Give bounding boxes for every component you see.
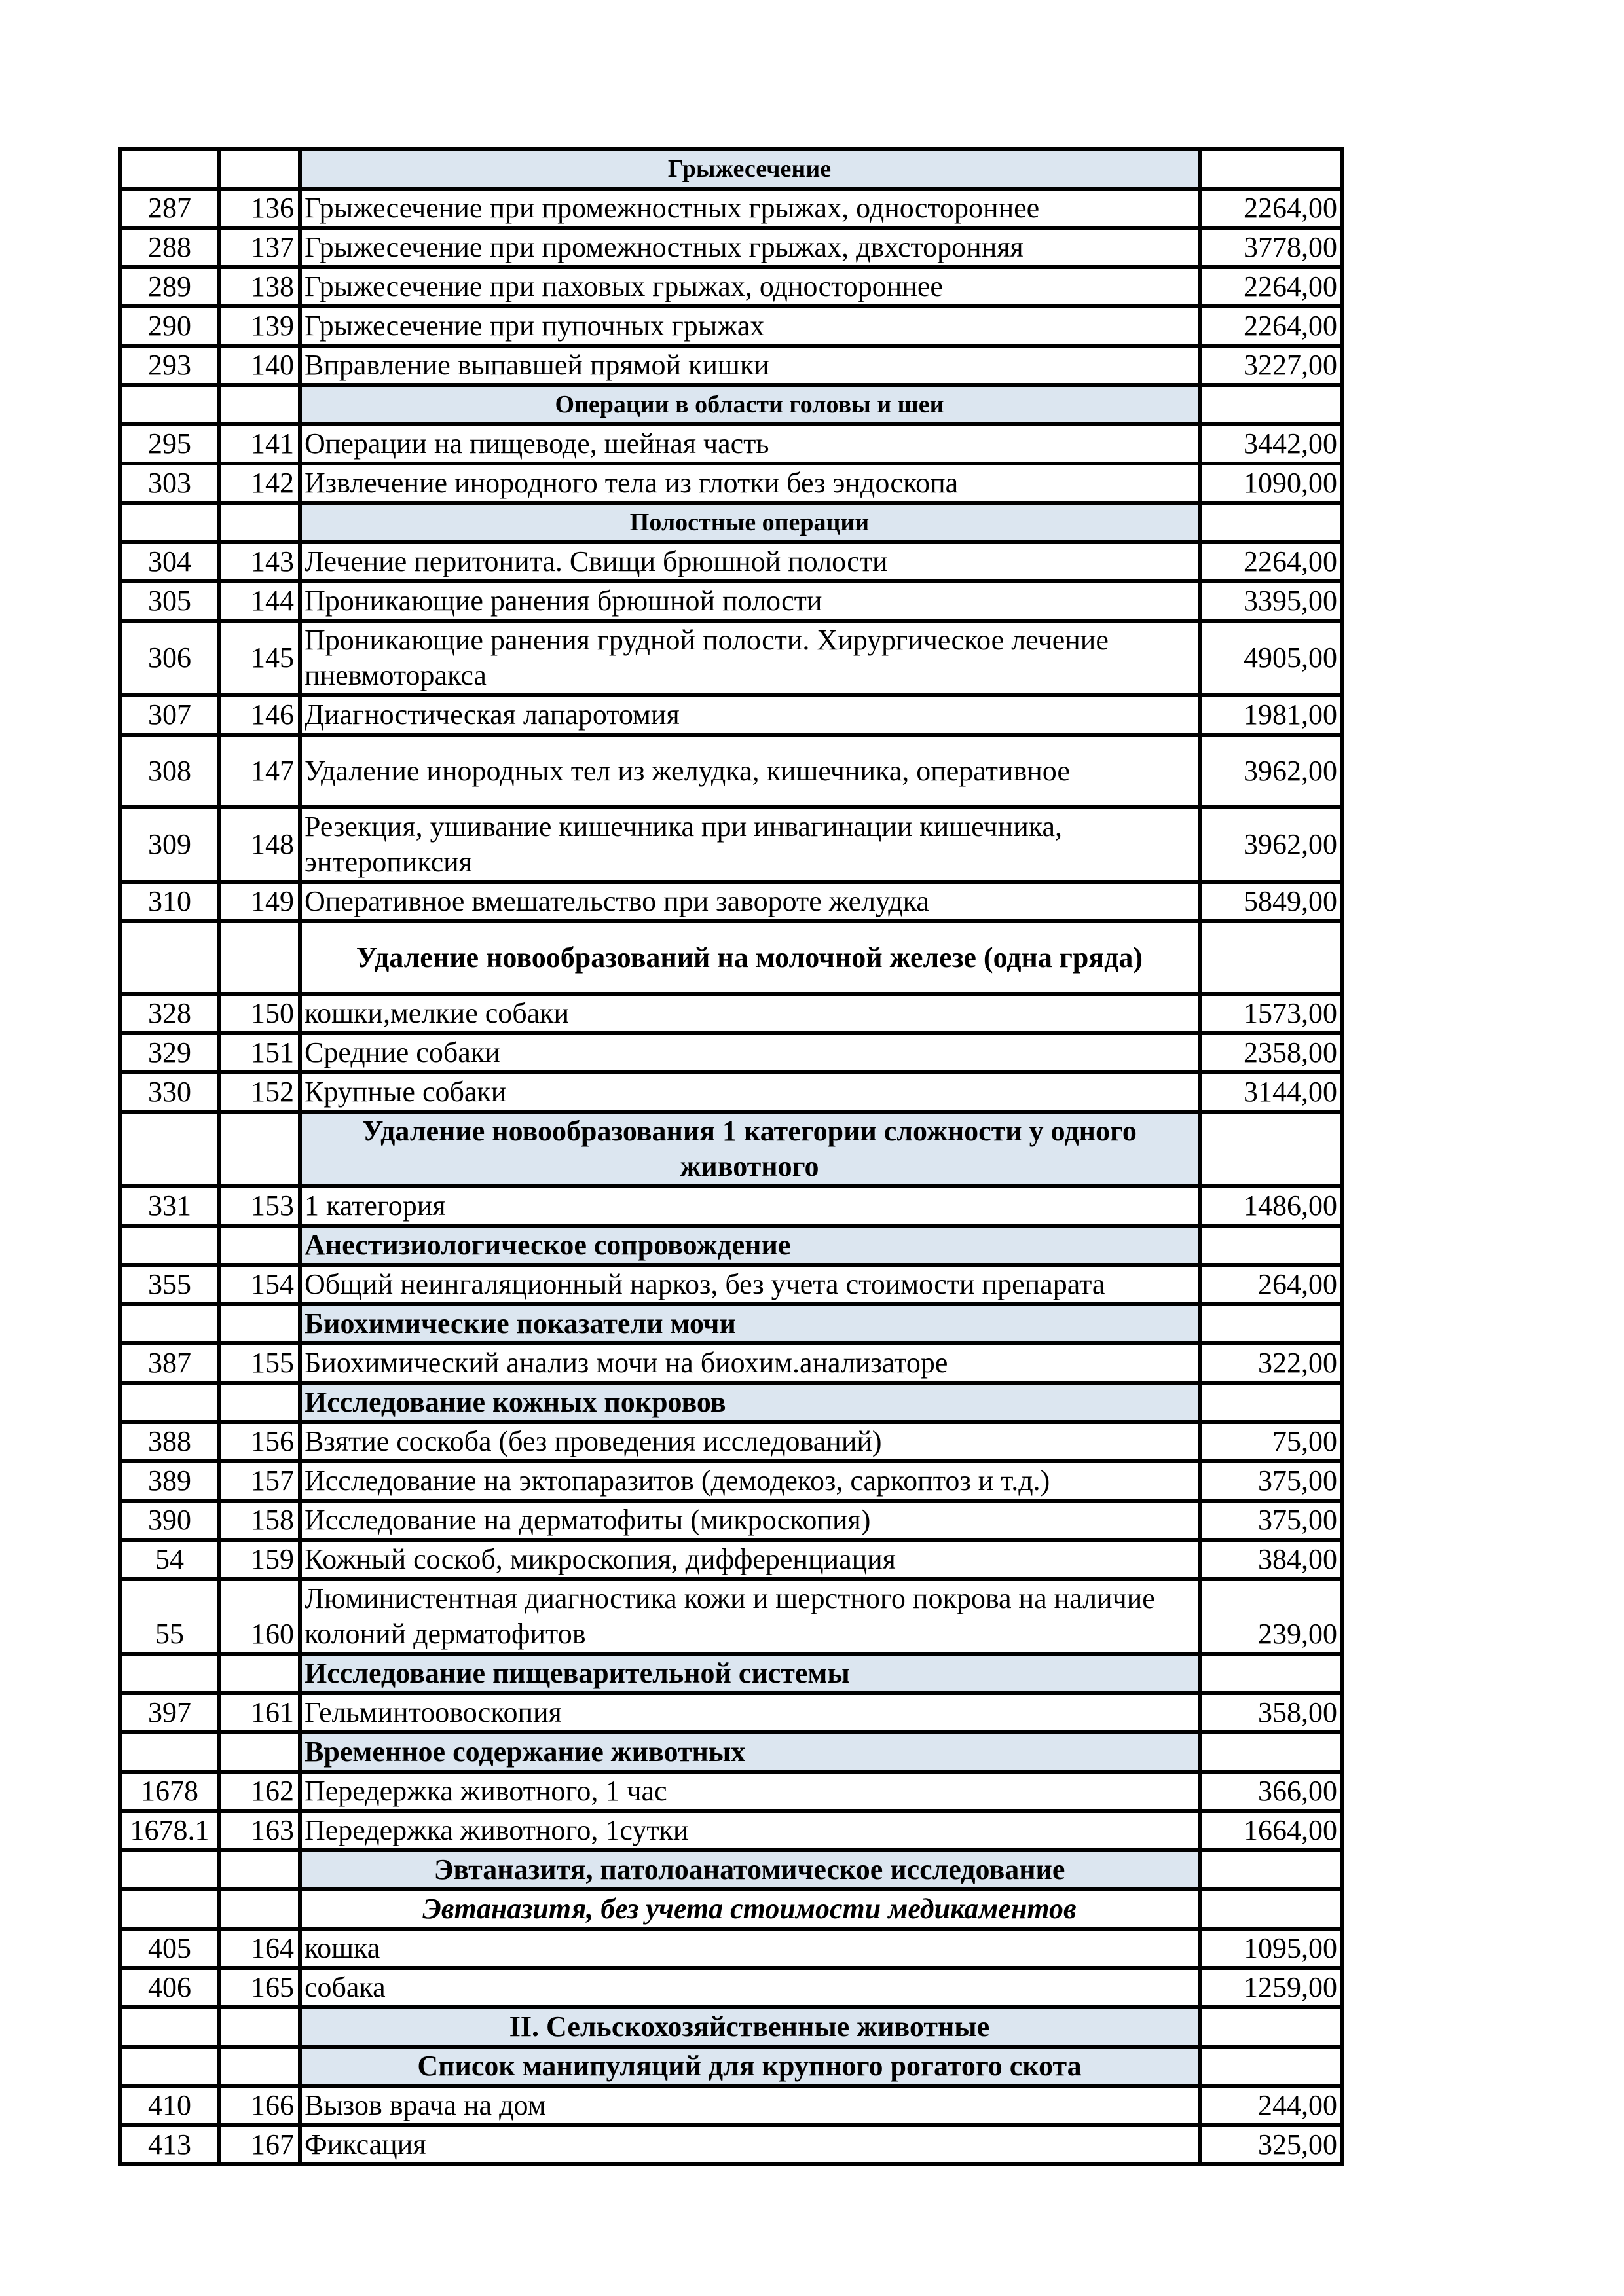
service-name-cell: кошка	[300, 1929, 1200, 1968]
empty-price-cell	[1200, 921, 1342, 994]
empty-price-cell	[1200, 2047, 1342, 2086]
price-cell: 1259,00	[1200, 1968, 1342, 2007]
service-name-cell: Передержка животного, 1сутки	[300, 1811, 1200, 1850]
service-code-cell: 55	[120, 1579, 219, 1654]
service-name-cell: Оперативное вмешательство при завороте желудка	[300, 882, 1200, 921]
empty-code-cell	[120, 149, 219, 189]
service-name-cell: Грыжесечение при промежностных грыжах, двхсторонняя	[300, 228, 1200, 267]
price-cell: 3778,00	[1200, 228, 1342, 267]
row-number-cell: 143	[219, 542, 300, 581]
empty-code-cell	[120, 1304, 219, 1343]
table-row	[120, 1265, 1342, 1304]
empty-number-cell	[219, 1850, 300, 1889]
price-cell: 3962,00	[1200, 735, 1342, 807]
table-row	[120, 1968, 1342, 2007]
price-cell: 4905,00	[1200, 621, 1342, 695]
empty-code-cell	[120, 1226, 219, 1265]
empty-code-cell	[120, 1850, 219, 1889]
row-number-cell: 138	[219, 267, 300, 306]
section-title: Полостные операции	[300, 503, 1200, 542]
section-title: Эвтаназитя, патолоанатомическое исследование	[300, 1850, 1200, 1889]
empty-price-cell	[1200, 1112, 1342, 1186]
service-name-cell: Исследование на эктопаразитов (демодекоз, саркоптоз и т.д.)	[300, 1461, 1200, 1501]
empty-number-cell	[219, 1654, 300, 1693]
table-row	[120, 267, 1342, 306]
price-cell: 3442,00	[1200, 424, 1342, 464]
empty-number-cell	[219, 1112, 300, 1186]
service-name-cell: Удаление инородных тел из желудка, кишечника, оперативное	[300, 735, 1200, 807]
empty-number-cell	[219, 385, 300, 424]
service-name-cell: собака	[300, 1968, 1200, 2007]
service-code-cell: 306	[120, 621, 219, 695]
section-header-row	[120, 921, 1342, 994]
empty-number-cell	[219, 1304, 300, 1343]
row-number-cell: 146	[219, 695, 300, 735]
table-row	[120, 1579, 1342, 1654]
empty-code-cell	[120, 2047, 219, 2086]
section-header-row	[120, 2047, 1342, 2086]
row-number-cell: 161	[219, 1693, 300, 1732]
price-cell: 1981,00	[1200, 695, 1342, 735]
price-cell: 358,00	[1200, 1693, 1342, 1732]
price-cell: 264,00	[1200, 1265, 1342, 1304]
service-name-cell: Взятие соскоба (без проведения исследований)	[300, 1422, 1200, 1461]
empty-price-cell	[1200, 2007, 1342, 2047]
section-title: Эвтаназитя, без учета стоимости медикаментов	[300, 1889, 1200, 1929]
row-number-cell: 163	[219, 1811, 300, 1850]
table-row	[120, 2125, 1342, 2164]
section-title: II. Сельскохозяйственные животные	[300, 2007, 1200, 2047]
price-cell: 375,00	[1200, 1501, 1342, 1540]
service-name-cell: Лечение перитонита. Свищи брюшной полости	[300, 542, 1200, 581]
table-row	[120, 2086, 1342, 2125]
section-header-row	[120, 1226, 1342, 1265]
table-row	[120, 1540, 1342, 1579]
service-name-cell: Гельминтоовоскопия	[300, 1693, 1200, 1732]
service-code-cell: 1678	[120, 1772, 219, 1811]
row-number-cell: 151	[219, 1033, 300, 1072]
row-number-cell: 136	[219, 189, 300, 228]
service-code-cell: 328	[120, 994, 219, 1033]
row-number-cell: 165	[219, 1968, 300, 2007]
price-cell: 1090,00	[1200, 464, 1342, 503]
section-header-row	[120, 1112, 1342, 1186]
section-header-row	[120, 385, 1342, 424]
service-code-cell: 389	[120, 1461, 219, 1501]
service-name-cell: Фиксация	[300, 2125, 1200, 2164]
service-name-cell: Грыжесечение при паховых грыжах, одностороннее	[300, 267, 1200, 306]
service-code-cell: 331	[120, 1186, 219, 1226]
row-number-cell: 156	[219, 1422, 300, 1461]
service-name-cell: Извлечение инородного тела из глотки без эндоскопа	[300, 464, 1200, 503]
service-code-cell: 387	[120, 1343, 219, 1383]
section-header-row	[120, 1850, 1342, 1889]
section-title: Удаление новообразования 1 категории сложности у одного животного	[300, 1112, 1200, 1186]
section-header-row	[120, 2007, 1342, 2047]
table-row	[120, 1072, 1342, 1112]
service-name-cell: Операции на пищеводе, шейная часть	[300, 424, 1200, 464]
service-code-cell: 310	[120, 882, 219, 921]
row-number-cell: 147	[219, 735, 300, 807]
service-code-cell: 293	[120, 346, 219, 385]
service-code-cell: 397	[120, 1693, 219, 1732]
empty-price-cell	[1200, 1383, 1342, 1422]
empty-price-cell	[1200, 385, 1342, 424]
row-number-cell: 144	[219, 581, 300, 621]
table-row	[120, 994, 1342, 1033]
service-name-cell: Вызов врача на дом	[300, 2086, 1200, 2125]
empty-number-cell	[219, 149, 300, 189]
service-name-cell: Средние собаки	[300, 1033, 1200, 1072]
section-title: Анестизиологическое сопровождение	[300, 1226, 1200, 1265]
service-code-cell: 410	[120, 2086, 219, 2125]
price-cell: 2358,00	[1200, 1033, 1342, 1072]
price-cell: 1095,00	[1200, 1929, 1342, 1968]
price-cell: 3395,00	[1200, 581, 1342, 621]
service-code-cell: 388	[120, 1422, 219, 1461]
service-code-cell: 295	[120, 424, 219, 464]
empty-code-cell	[120, 1732, 219, 1772]
price-cell: 384,00	[1200, 1540, 1342, 1579]
table-row	[120, 189, 1342, 228]
price-cell: 322,00	[1200, 1343, 1342, 1383]
row-number-cell: 139	[219, 306, 300, 346]
price-cell: 2264,00	[1200, 189, 1342, 228]
empty-number-cell	[219, 1732, 300, 1772]
price-cell: 3962,00	[1200, 807, 1342, 882]
price-cell: 3227,00	[1200, 346, 1342, 385]
table-row	[120, 581, 1342, 621]
service-code-cell: 308	[120, 735, 219, 807]
row-number-cell: 149	[219, 882, 300, 921]
empty-price-cell	[1200, 1732, 1342, 1772]
service-name-cell: Крупные собаки	[300, 1072, 1200, 1112]
row-number-cell: 154	[219, 1265, 300, 1304]
price-cell: 1573,00	[1200, 994, 1342, 1033]
empty-price-cell	[1200, 1850, 1342, 1889]
service-code-cell: 305	[120, 581, 219, 621]
service-code-cell: 413	[120, 2125, 219, 2164]
empty-price-cell	[1200, 1654, 1342, 1693]
service-name-cell: Диагностическая лапаротомия	[300, 695, 1200, 735]
row-number-cell: 137	[219, 228, 300, 267]
price-list-body	[120, 149, 1342, 2164]
row-number-cell: 155	[219, 1343, 300, 1383]
row-number-cell: 148	[219, 807, 300, 882]
service-name-cell: Передержка животного, 1 час	[300, 1772, 1200, 1811]
service-code-cell: 304	[120, 542, 219, 581]
table-row	[120, 346, 1342, 385]
empty-number-cell	[219, 1889, 300, 1929]
service-name-cell: 1 категория	[300, 1186, 1200, 1226]
table-row	[120, 1501, 1342, 1540]
service-name-cell: Вправление выпавшей прямой кишки	[300, 346, 1200, 385]
table-row	[120, 464, 1342, 503]
service-code-cell: 288	[120, 228, 219, 267]
section-title: Грыжесечение	[300, 149, 1200, 189]
price-list-table	[118, 147, 1344, 2166]
table-row	[120, 621, 1342, 695]
service-name-cell: кошки,мелкие собаки	[300, 994, 1200, 1033]
table-row	[120, 1422, 1342, 1461]
empty-code-cell	[120, 1112, 219, 1186]
table-row	[120, 306, 1342, 346]
service-name-cell: Проникающие ранения грудной полости. Хирургическое лечение пневмоторакса	[300, 621, 1200, 695]
row-number-cell: 164	[219, 1929, 300, 1968]
row-number-cell: 160	[219, 1579, 300, 1654]
service-code-cell: 290	[120, 306, 219, 346]
service-name-cell: Грыжесечение при промежностных грыжах, одностороннее	[300, 189, 1200, 228]
section-title: Удаление новообразований на молочной железе (одна гряда)	[300, 921, 1200, 994]
empty-code-cell	[120, 503, 219, 542]
price-cell: 75,00	[1200, 1422, 1342, 1461]
service-code-cell: 390	[120, 1501, 219, 1540]
service-name-cell: Грыжесечение при пупочных грыжах	[300, 306, 1200, 346]
row-number-cell: 158	[219, 1501, 300, 1540]
empty-code-cell	[120, 1654, 219, 1693]
empty-number-cell	[219, 2047, 300, 2086]
price-cell: 375,00	[1200, 1461, 1342, 1501]
section-title: Исследование пищеварительной системы	[300, 1654, 1200, 1693]
empty-number-cell	[219, 921, 300, 994]
empty-code-cell	[120, 385, 219, 424]
empty-price-cell	[1200, 1226, 1342, 1265]
service-code-cell: 307	[120, 695, 219, 735]
row-number-cell: 150	[219, 994, 300, 1033]
section-header-row	[120, 1732, 1342, 1772]
service-name-cell: Общий неингаляционный наркоз, без учета стоимости препарата	[300, 1265, 1200, 1304]
section-title: Исследование кожных покровов	[300, 1383, 1200, 1422]
price-cell: 3144,00	[1200, 1072, 1342, 1112]
empty-code-cell	[120, 2007, 219, 2047]
empty-price-cell	[1200, 149, 1342, 189]
table-row	[120, 1811, 1342, 1850]
table-row	[120, 228, 1342, 267]
row-number-cell: 140	[219, 346, 300, 385]
empty-price-cell	[1200, 503, 1342, 542]
row-number-cell: 166	[219, 2086, 300, 2125]
empty-code-cell	[120, 1383, 219, 1422]
row-number-cell: 157	[219, 1461, 300, 1501]
section-title: Операции в области головы и шеи	[300, 385, 1200, 424]
service-name-cell: Проникающие ранения брюшной полости	[300, 581, 1200, 621]
price-cell: 325,00	[1200, 2125, 1342, 2164]
service-name-cell: Исследование на дерматофиты (микроскопия)	[300, 1501, 1200, 1540]
table-row	[120, 807, 1342, 882]
table-row	[120, 1033, 1342, 1072]
service-code-cell: 355	[120, 1265, 219, 1304]
section-header-row	[120, 503, 1342, 542]
empty-number-cell	[219, 1383, 300, 1422]
row-number-cell: 145	[219, 621, 300, 695]
row-number-cell: 159	[219, 1540, 300, 1579]
empty-number-cell	[219, 2007, 300, 2047]
section-title: Биохимические показатели мочи	[300, 1304, 1200, 1343]
empty-number-cell	[219, 1226, 300, 1265]
row-number-cell: 141	[219, 424, 300, 464]
section-title: Временное содержание животных	[300, 1732, 1200, 1772]
service-code-cell: 289	[120, 267, 219, 306]
section-header-row	[120, 1383, 1342, 1422]
service-code-cell: 329	[120, 1033, 219, 1072]
service-code-cell: 330	[120, 1072, 219, 1112]
price-cell: 244,00	[1200, 2086, 1342, 2125]
table-row	[120, 1461, 1342, 1501]
price-cell: 239,00	[1200, 1579, 1342, 1654]
empty-price-cell	[1200, 1889, 1342, 1929]
price-cell: 2264,00	[1200, 267, 1342, 306]
service-name-cell: Биохимический анализ мочи на биохим.анализаторе	[300, 1343, 1200, 1383]
empty-code-cell	[120, 921, 219, 994]
service-code-cell: 1678.1	[120, 1811, 219, 1850]
empty-code-cell	[120, 1889, 219, 1929]
service-code-cell: 406	[120, 1968, 219, 2007]
table-row	[120, 882, 1342, 921]
service-code-cell: 405	[120, 1929, 219, 1968]
row-number-cell: 152	[219, 1072, 300, 1112]
price-cell: 2264,00	[1200, 306, 1342, 346]
section-header-row	[120, 1304, 1342, 1343]
table-row	[120, 1343, 1342, 1383]
service-code-cell: 287	[120, 189, 219, 228]
row-number-cell: 142	[219, 464, 300, 503]
section-title: Список манипуляций для крупного рогатого скота	[300, 2047, 1200, 2086]
service-name-cell: Резекция, ушивание кишечника при инвагинации кишечника, энтеропиксия	[300, 807, 1200, 882]
table-row	[120, 424, 1342, 464]
table-row	[120, 1929, 1342, 1968]
table-row	[120, 542, 1342, 581]
service-code-cell: 303	[120, 464, 219, 503]
table-row	[120, 735, 1342, 807]
price-cell: 366,00	[1200, 1772, 1342, 1811]
empty-price-cell	[1200, 1304, 1342, 1343]
table-row	[120, 1186, 1342, 1226]
service-name-cell: Люминистентная диагностика кожи и шерстного покрова на наличие колоний дерматофитов	[300, 1579, 1200, 1654]
section-header-row	[120, 1889, 1342, 1929]
empty-number-cell	[219, 503, 300, 542]
service-code-cell: 309	[120, 807, 219, 882]
row-number-cell: 153	[219, 1186, 300, 1226]
table-row	[120, 1772, 1342, 1811]
price-cell: 1664,00	[1200, 1811, 1342, 1850]
service-code-cell: 54	[120, 1540, 219, 1579]
table-row	[120, 1693, 1342, 1732]
service-name-cell: Кожный соскоб, микроскопия, дифференциация	[300, 1540, 1200, 1579]
price-cell: 5849,00	[1200, 882, 1342, 921]
section-header-row	[120, 1654, 1342, 1693]
section-header-row	[120, 149, 1342, 189]
row-number-cell: 167	[219, 2125, 300, 2164]
price-cell: 2264,00	[1200, 542, 1342, 581]
row-number-cell: 162	[219, 1772, 300, 1811]
table-row	[120, 695, 1342, 735]
price-cell: 1486,00	[1200, 1186, 1342, 1226]
